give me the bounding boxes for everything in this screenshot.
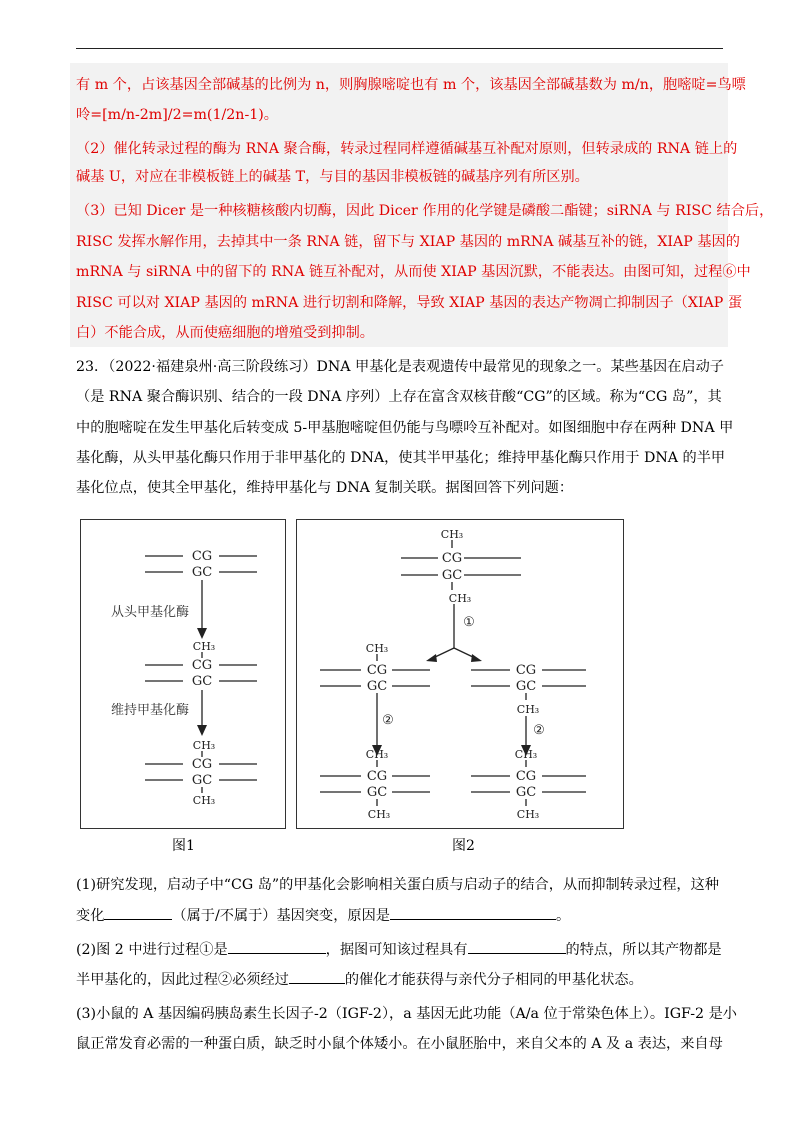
enzyme-label-de-novo: 从头甲基化酶 [111, 605, 190, 620]
sub-question-3-line2: 鼠正常发育必需的一种蛋白质，缺乏时小鼠个体矮小。在小鼠胚胎中，来自父本的 A 及 a 表达，来自母 [76, 1036, 723, 1052]
answer-blank-3[interactable] [228, 939, 326, 954]
methyl-label: CH₃ [367, 808, 391, 821]
question-stem-line: （是 RNA 聚合酶识别、结合的一段 DNA 序列）上存在富含双核苷酸“CG”的区域。称为“CG 岛”，其 [76, 389, 722, 405]
methyl-label: CH₃ [192, 739, 216, 752]
answer-line: （2）催化转录过程的酶为 RNA 聚合酶，转录过程同样遵循碱基互补配对原则，但转录成的 RNA 链上的 [76, 141, 738, 157]
methyl-label: CH₃ [192, 640, 216, 653]
figure-1-diagram [81, 520, 285, 828]
base-label: GC [441, 568, 463, 583]
sub-question-2-line2: 半甲基化的，因此过程②必须经过 的催化才能获得与亲代分子相同的甲基化状态。 [76, 969, 728, 991]
answer-blank-5[interactable] [289, 969, 345, 984]
base-label: GC [366, 679, 388, 694]
answer-blank-1[interactable] [104, 905, 172, 920]
base-label: GC [191, 565, 213, 580]
figure-2-caption: 图2 [452, 838, 475, 854]
answer-line: 白）不能合成，从而使癌细胞的增殖受到抑制。 [76, 325, 374, 341]
answer-blank-4[interactable] [468, 939, 566, 954]
answer-line: （3）已知 Dicer 是一种核糖核酸内切酶，因此 Dicer 作用的化学键是磷酸二酯键；siRNA 与 RISC 结合后， [76, 203, 774, 219]
base-label: GC [366, 785, 388, 800]
base-label: CG [366, 769, 388, 784]
methyl-label: CH₃ [192, 794, 216, 807]
methyl-label: CH₃ [440, 528, 464, 541]
base-label: GC [191, 674, 213, 689]
base-label: CG [366, 663, 388, 678]
question-stem-line: 基化酶，从头甲基化酶只作用于非甲基化的 DNA，使其半甲基化；维持甲基化酶只作用于 DNA 的半甲 [76, 450, 726, 466]
methyl-label: CH₃ [365, 642, 389, 655]
base-label: GC [515, 785, 537, 800]
figure-2-diagram [297, 520, 623, 828]
answer-line: RISC 可以对 XIAP 基因的 mRNA 进行切割和降解，导致 XIAP 基因的表达产物凋亡抑制因子（XIAP 蛋 [76, 295, 743, 311]
step-label-2: ② [533, 723, 545, 738]
base-label: CG [191, 757, 213, 772]
sub-question-2: (2)图 2 中进行过程①是 ，据图可知该过程具有 的特点，所以其产物都是 [76, 939, 728, 961]
answer-line: 呤=[m/n-2m]/2=m(1/2n-1)。 [76, 107, 278, 123]
methyl-label: CH₃ [516, 808, 540, 821]
figure-1-caption: 图1 [172, 838, 195, 854]
base-label: GC [191, 773, 213, 788]
base-label: GC [515, 679, 537, 694]
question-stem-line: 23．（2022·福建泉州·高三阶段练习）DNA 甲基化是表观遗传中最常见的现象之一。某些基因在启动子 [76, 359, 724, 375]
base-label: CG [191, 658, 213, 673]
answer-line: mRNA 与 siRNA 中的留下的 RNA 链互补配对，从而使 XIAP 基因沉默，不能表达。由图可知，过程⑥中 [76, 264, 751, 280]
header-rule [76, 48, 723, 49]
sub-question-1-blanks: 变化 （属于/不属于）基因突变，原因是 。 [76, 905, 728, 927]
answer-line: 有 m 个，占该基因全部碱基的比例为 n，则胸腺嘧啶也有 m 个，该基因全部碱基数为 m/n，胞嘧啶=鸟嘌 [76, 77, 746, 93]
base-label: CG [515, 769, 537, 784]
answer-line: 碱基 U，对应在非模板链上的碱基 T，与目的基因非模板链的碱基序列有所区别。 [76, 169, 589, 185]
figure-2 [296, 519, 624, 829]
answer-line: RISC 发挥水解作用，去掉其中一条 RNA 链，留下与 XIAP 基因的 mRNA 碱基互补的链，XIAP 基因的 [76, 234, 740, 250]
figure-1 [80, 519, 286, 829]
question-stem-line: 中的胞嘧啶在发生甲基化后转变成 5-甲基胞嘧啶但仍能与鸟嘌呤互补配对。如图细胞中存在两种 DNA 甲 [76, 420, 734, 436]
methyl-label: CH₃ [448, 592, 472, 605]
methyl-label: CH₃ [514, 748, 538, 761]
base-label: CG [191, 549, 213, 564]
enzyme-label-maintenance: 维持甲基化酶 [111, 703, 190, 718]
step-label-2: ② [382, 713, 394, 728]
base-label: CG [441, 551, 463, 566]
step-label-1: ① [463, 615, 475, 630]
question-stem-line: 基化位点，使其全甲基化，维持甲基化与 DNA 复制关联。据图回答下列问题： [76, 480, 574, 496]
methyl-label: CH₃ [516, 703, 540, 716]
sub-question-1: (1)研究发现，启动子中“CG 岛”的甲基化会影响相关蛋白质与启动子的结合，从而抑制转录过程，这种 [76, 877, 719, 893]
answer-blank-2[interactable] [390, 905, 556, 920]
methyl-label: CH₃ [365, 748, 389, 761]
base-label: CG [515, 663, 537, 678]
sub-question-3: (3)小鼠的 A 基因编码胰岛素生长因子-2（IGF-2），a 基因无此功能（A/a 位于常染色体上）。IGF-2 是小 [76, 1006, 737, 1022]
